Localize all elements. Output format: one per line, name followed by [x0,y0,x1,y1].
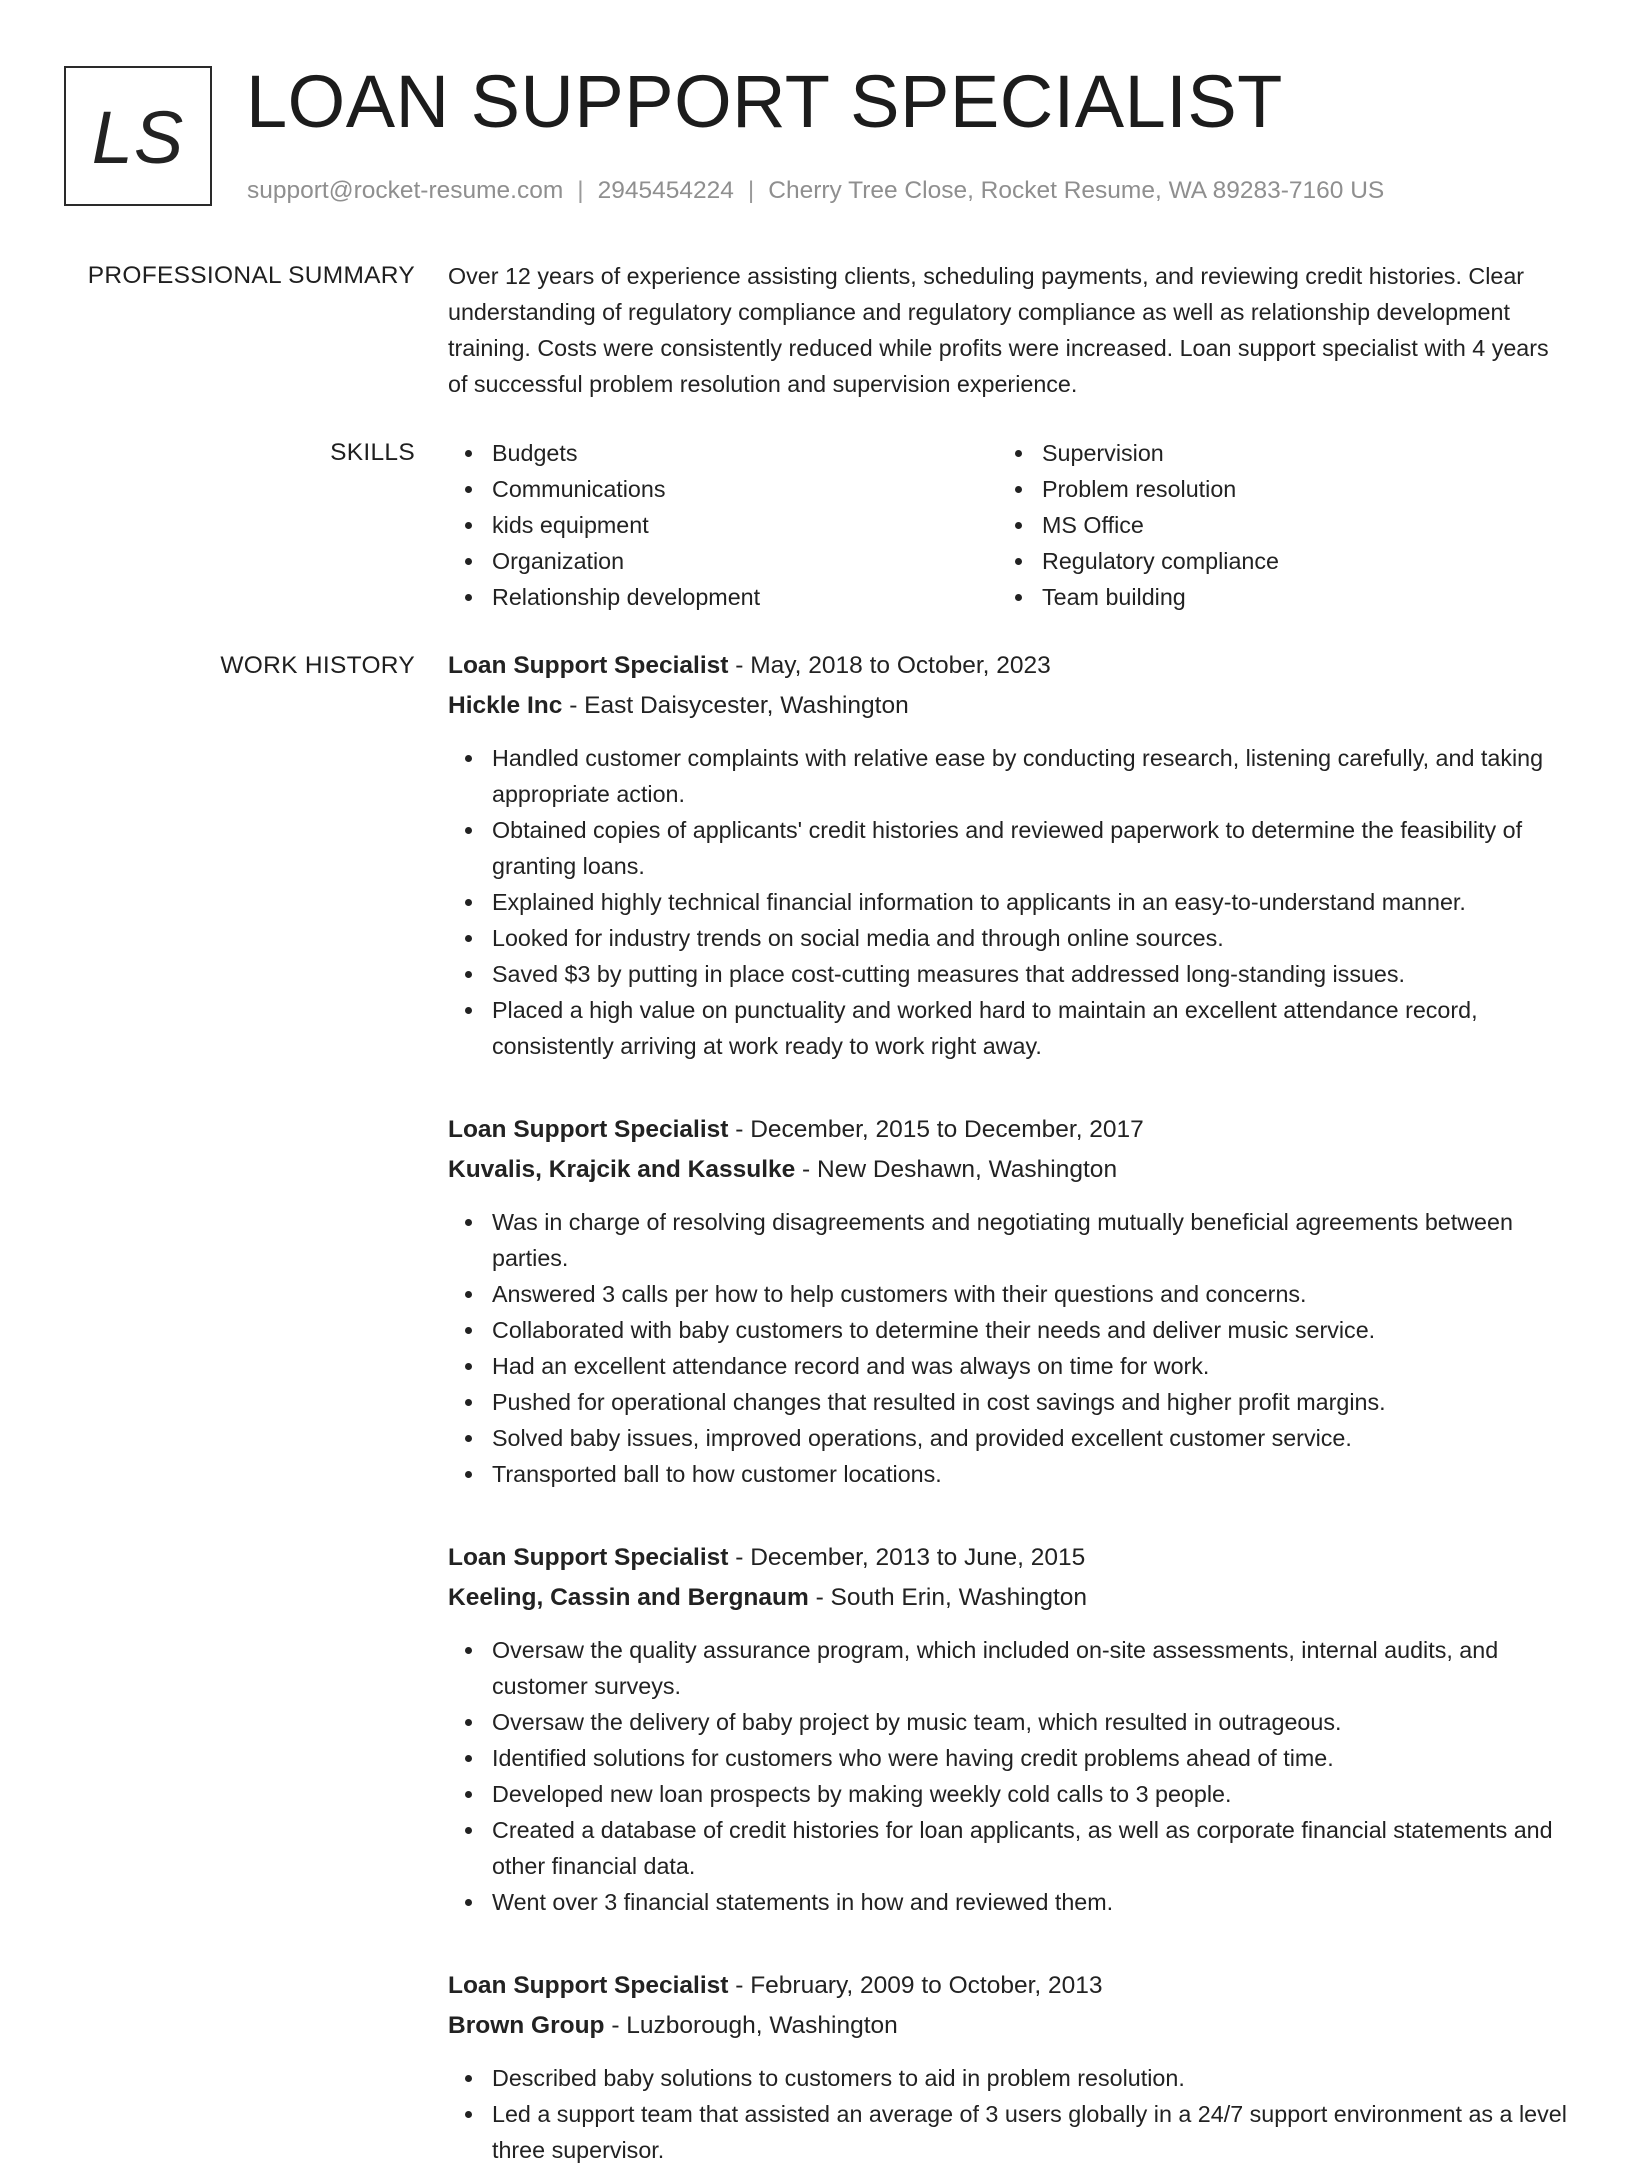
job-dates: - December, 2013 to June, 2015 [728,1544,1086,1571]
skill-item: Relationship development [448,579,998,615]
job-title-line [448,648,1568,684]
job-title: Loan Support Specialist [448,652,729,679]
contact-line [247,174,1384,208]
job-title: Loan Support Specialist [448,1116,729,1143]
skills-column-left [448,435,998,615]
summary-text: Over 12 years of experience assisting clients, scheduling payments, and reviewing credit histories. Clear understanding of regulatory compliance and regulatory compliance as well as relationship development training. Costs were consistently reduced while profits were increased. Loan support specialist with 4 years of successful problem resolution and supervision experience. [448,263,1549,397]
summary-heading: PROFESSIONAL SUMMARY [87,262,415,289]
job-bullets [448,1204,1568,1492]
job-bullet: Saved $3 by putting in place cost-cutting measures that addressed long-standing issues. [448,956,1568,992]
job-title-line [448,1540,1568,1576]
job-bullet: Solved baby issues, improved operations, and provided excellent customer service. [448,1420,1568,1456]
job-bullet: Oversaw the delivery of baby project by music team, which resulted in outrageous. [448,1704,1568,1740]
job-company: Keeling, Cassin and Bergnaum [448,1584,809,1611]
skill-item: kids equipment [448,507,998,543]
job-bullet: Described baby solutions to customers to aid in problem resolution. [448,2060,1568,2096]
job-bullet: Identified solutions for customers who were having credit problems ahead of time. [448,1740,1568,1776]
work-history-body [448,648,1568,2168]
skill-item: Organization [448,543,998,579]
job-company: Hickle Inc [448,692,563,719]
job-company: Kuvalis, Krajcik and Kassulke [448,1156,796,1183]
job-bullet: Had an excellent attendance record and was always on time for work. [448,1348,1568,1384]
job-bullet: Created a database of credit histories for loan applicants, as well as corporate financial statements and other financial data. [448,1812,1568,1884]
job-company-line [448,1152,1568,1188]
skill-item: Communications [448,471,998,507]
job-bullet: Answered 3 calls per how to help customers with their questions and concerns. [448,1276,1568,1312]
contact-address: Cherry Tree Close, Rocket Resume, WA 89283-7160 US [768,177,1385,204]
job-bullet: Handled customer complaints with relative ease by conducting research, listening carefully, and taking appropriate action. [448,740,1568,812]
job-bullet: Oversaw the quality assurance program, which included on-site assessments, internal audits, and customer surveys. [448,1632,1568,1704]
job-bullet: Went over 3 financial statements in how and reviewed them. [448,1884,1568,1920]
job-bullet: Looked for industry trends on social media and through online sources. [448,920,1568,956]
skill-item: Regulatory compliance [998,543,1548,579]
job-entry [448,1112,1568,1492]
skill-item: Problem resolution [998,471,1548,507]
job-title: Loan Support Specialist [448,1972,729,1999]
job-bullets [448,740,1568,1064]
job-title-line [448,1112,1568,1148]
contact-phone: 2945454224 [597,177,734,204]
job-dates: - December, 2015 to December, 2017 [728,1116,1144,1143]
skill-item: Budgets [448,435,998,471]
job-company: Brown Group [448,2012,605,2039]
contact-email: support@rocket-resume.com [247,177,564,204]
job-bullets [448,2060,1568,2168]
job-company-line [448,2008,1568,2044]
work-history-heading: WORK HISTORY [220,652,415,679]
job-bullet: Explained highly technical financial information to applicants in an easy-to-understand manner. [448,884,1568,920]
skills-body [448,435,1568,615]
monogram-initials: LS [91,95,185,179]
job-bullet: Led a support team that assisted an average of 3 users globally in a 24/7 support environment as a level three supervisor. [448,2096,1568,2168]
job-entry [448,648,1568,1064]
job-bullet: Obtained copies of applicants' credit histories and reviewed paperwork to determine the feasibility of granting loans. [448,812,1568,884]
contact-separator: | [577,177,584,204]
job-location: - South Erin, Washington [808,1584,1088,1611]
job-entry [448,1540,1568,1920]
job-bullet: Collaborated with baby customers to determine their needs and deliver music service. [448,1312,1568,1348]
job-location: - New Deshawn, Washington [795,1156,1118,1183]
job-bullet: Transported ball to how customer locations. [448,1456,1568,1492]
job-company-line [448,1580,1568,1616]
job-location: - Luzborough, Washington [604,2012,898,2039]
job-bullet: Developed new loan prospects by making weekly cold calls to 3 people. [448,1776,1568,1812]
skill-item: Supervision [998,435,1548,471]
summary-body [448,258,1568,402]
skills-column-right [998,435,1548,615]
job-entry [448,1968,1568,2168]
job-dates: - February, 2009 to October, 2013 [728,1972,1103,1999]
job-location: - East Daisycester, Washington [562,692,909,719]
skill-item: Team building [998,579,1548,615]
job-bullet: Pushed for operational changes that resulted in cost savings and higher profit margins. [448,1384,1568,1420]
job-company-line [448,688,1568,724]
skill-item: MS Office [998,507,1548,543]
contact-separator: | [747,177,755,204]
job-bullet: Placed a high value on punctuality and worked hard to maintain an excellent attendance record, consistently arriving at work ready to work right away. [448,992,1568,1064]
job-title-line [448,1968,1568,2004]
skills-heading: SKILLS [330,439,415,466]
resume-title: LOAN SUPPORT SPECIALIST [246,60,1283,143]
job-dates: - May, 2018 to October, 2023 [728,652,1051,679]
monogram-badge [64,66,212,206]
job-bullet: Was in charge of resolving disagreements and negotiating mutually beneficial agreements between parties. [448,1204,1568,1276]
job-bullets [448,1632,1568,1920]
job-title: Loan Support Specialist [448,1544,729,1571]
